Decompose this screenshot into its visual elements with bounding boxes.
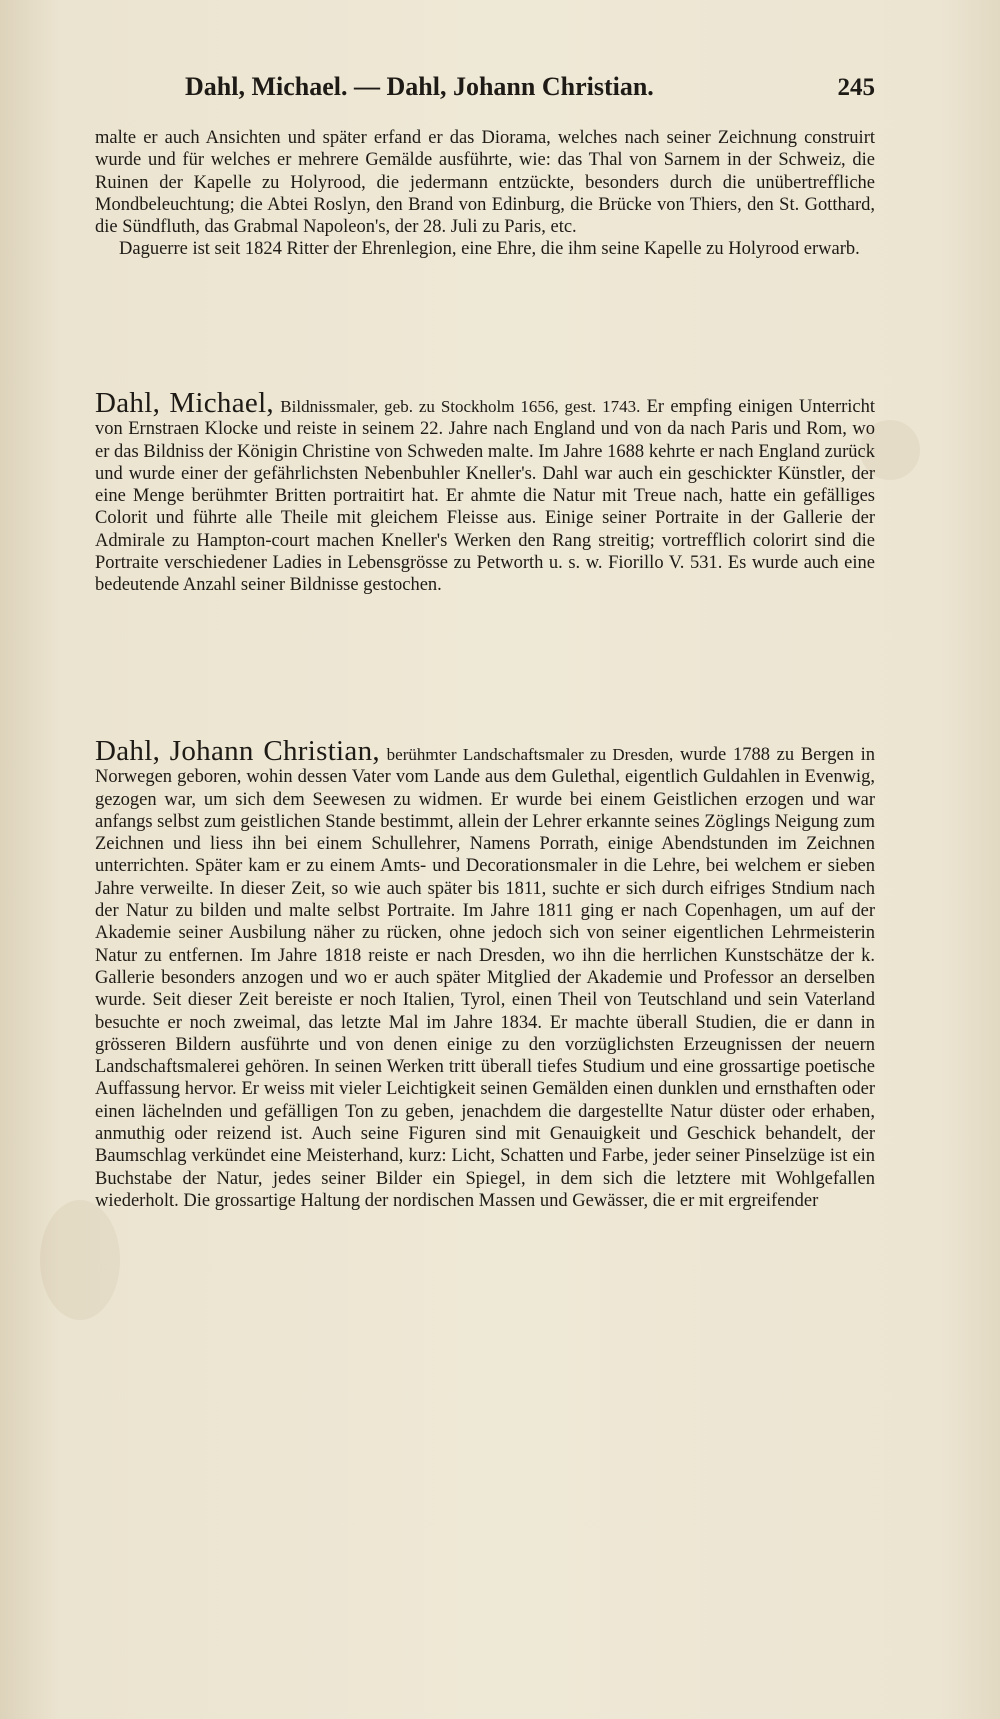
header-title: Dahl, Michael. — Dahl, Johann Christian. (185, 72, 654, 101)
entry-body: Er empfing einigen Unterricht von Ernstraen Klocke und reiste in seinem 22. Jahre nach England und von da nach Paris und Rom, wo er das Bildniss der Königin Christine von Schweden malte. Im Jahre 1688 kehrte er nach England zurück und wurde einer der gefährlichsten Nebenbuhler Kneller's. Dahl war auch ein geschickter Künstler, der eine Menge berühmter Britten portraitirt hat. Er ahmte die Natur mit Treue nach, hatte ein gefälliges Colorit und führte alle Theile mit gleichem Fleisse aus. Einige seiner Portraite in der Gallerie der Admirale zu Hampton-court machen Kneller's Werken den Rang streitig; vortrefflich colorirt sind die Portraite verschiedener Ladies in Lebensgrösse zu Petworth u. s. w. Fiorillo V. 531. Es wurde auch eine bedeutende Anzahl seiner Bildnisse gestochen. (95, 397, 876, 596)
continuation-paragraph: Daguerre ist seit 1824 Ritter der Ehrenlegion, eine Ehre, die ihm seine Kapelle zu Holyrood erwarb. (119, 239, 860, 260)
continuation-text (95, 127, 875, 261)
entry-lead: berühmter Landschaftsmaler zu Dresden, (386, 745, 674, 764)
entry-dahl-michael (95, 387, 876, 597)
running-header (95, 72, 875, 102)
continuation-paragraph: malte er auch Ansichten und später erfand er das Diorama, welches nach seiner Zeichnung construirt wurde und für welches er mehrere Gemälde ausführte, wie: das Thal von Sarnem in der Schweiz, die Ruinen der Kapelle zu Holyrood, die jedermann entzückte, besonders durch die unübertreffliche Mondbeleuchtung; die Abtei Roslyn, den Brand von Edinburg, die Brücke von Thiers, den St. Gotthard, die Sündfluth, das Grabmal Napoleon's, der 28. Juli zu Paris, etc. (95, 128, 875, 238)
page-number: 245 (837, 74, 875, 101)
entry-lead: Bildnissmaler, geb. zu Stockholm 1656, gest. 1743. (280, 397, 641, 416)
entry-dahl-johann-christian (95, 735, 876, 1212)
entry-heading: Dahl, Michael, (95, 387, 274, 419)
entry-heading: Dahl, Johann Christian, (95, 735, 380, 767)
paper-stain (40, 1200, 120, 1320)
entry-body: wurde 1788 zu Bergen in Norwegen geboren, wohin dessen Vater vom Lande aus dem Gulethal, eigentlich Guldahlen in Evenwig, gezogen war, um sich dem Seewesen zu widmen. Er wurde bei einem Geistlichen erzogen und war anfangs selbst zum geistlichen Stande bestimmt, allein der Lehrer erkannte seines Zöglings Neigung zum Zeichnen und liess ihn bei einem Schullehrer, Namens Porrath, einige Abendstunden im Zeichnen unterrichten. Später kam er zu einem Amts- und Decorationsmaler in die Lehre, bei welchem er sieben Jahre verweilte. In dieser Zeit, so wie auch später bis 1811, suchte er sich durch eifriges Stndium nach der Natur zu bilden und malte selbst Portraite. Im Jahre 1811 ging er nach Copenhagen, um auf der Akademie seiner Ausbilung näher zu rücken, ohne jedoch sich von seiner eigentlichen Lehrmeisterin Natur zu entfernen. Im Jahre 1818 reiste er nach Dresden, wo ihn die herrlichen Kunstschätze der k. Gallerie besonders anzogen und wo er auch später Mitglied der Akademie und Professor an derselben wurde. Seit dieser Zeit bereiste er noch Italien, Tyrol, einen Theil von Teutschland und sein Vaterland besuchte er noch zweimal, das letzte Mal im Jahre 1834. Er machte überall Studien, die er dann in grösseren Bildern ausführte und von denen einige zu den vorzüglichsten Erzeugnissen der neuern Landschaftsmalerei gehören. In seinen Werken tritt überall tiefes Studium und eine grossartige poetische Auffassung hervor. Er weiss mit vieler Leichtigkeit seinen Gemälden einen dunklen und ernsthaften oder einen lächelnden und gefälligen Ton zu geben, jenachdem die dargestellte Natur düster oder erhaben, anmuthig oder reizend ist. Auch seine Figuren sind mit Genauigkeit und Geschick behandelt, der Baumschlag verkündet eine Meisterhand, kurz: Licht, Schatten und Farbe, jeder seiner Pinselzüge ist ein Buchstabe der Natur, jedes seiner Bilder ein Spiegel, in dem sich die letztere mit Wohlgefallen wiederholt. Die grossartige Haltung der nordischen Massen und Gewässer, die er mit ergreifender (95, 745, 876, 1211)
